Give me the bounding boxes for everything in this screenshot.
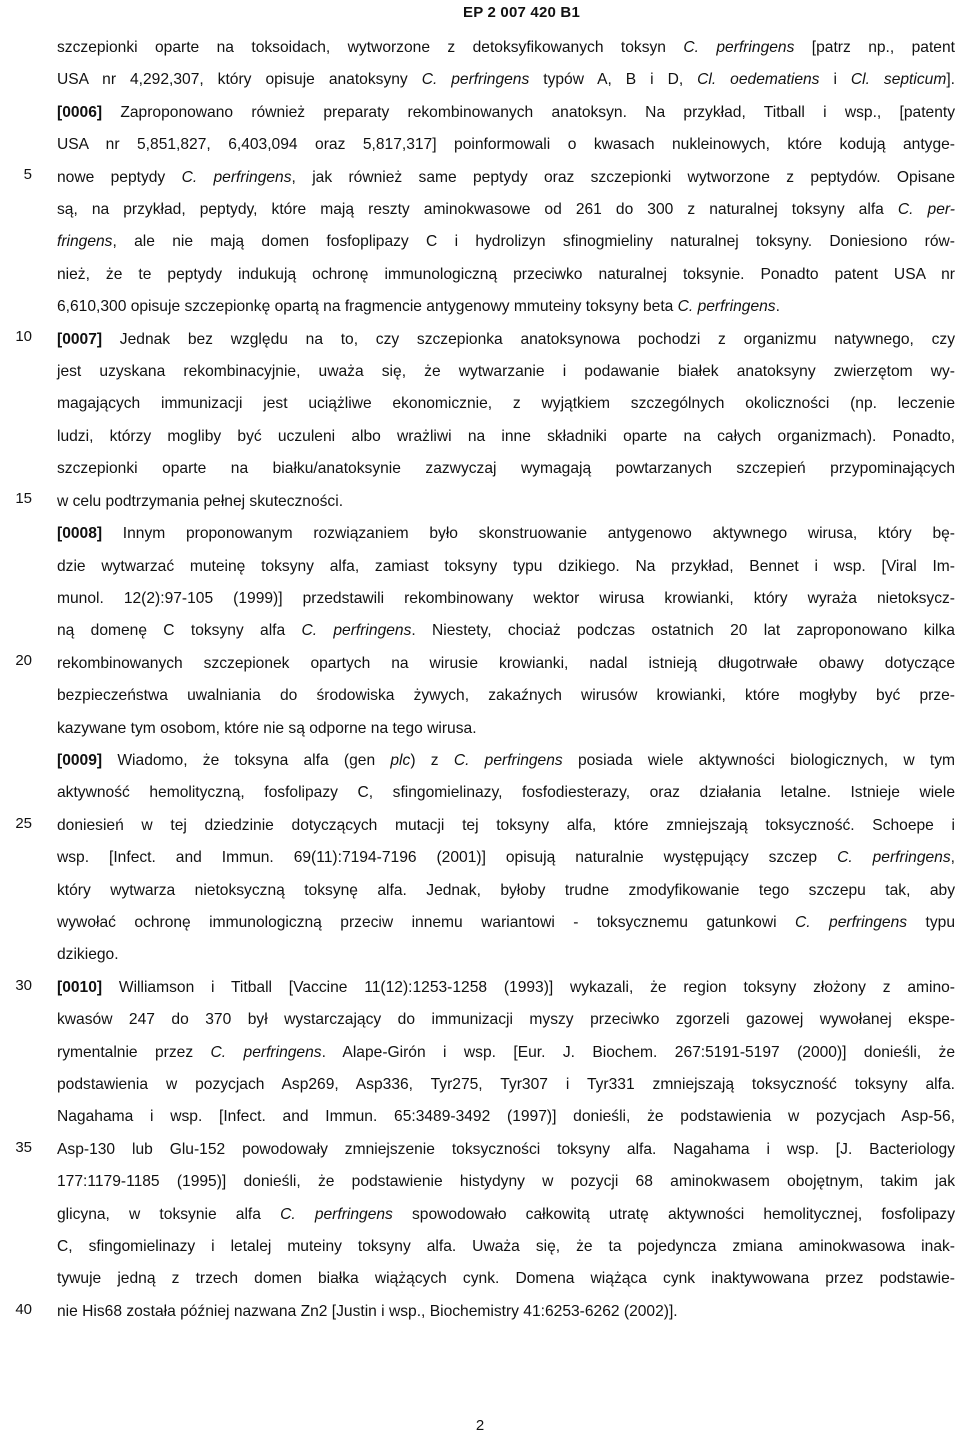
text-line bbox=[57, 421, 955, 453]
text-segment: szczepionki oparte na białku/anatoksynie zazwyczaj wymagają powtarzanych szczepień przypominających bbox=[57, 460, 955, 478]
text-line bbox=[57, 259, 955, 291]
line-number: 40 bbox=[15, 1301, 32, 1318]
text-line bbox=[57, 1134, 955, 1166]
text-line bbox=[57, 1296, 955, 1328]
italic-term: C. perfringens bbox=[453, 751, 563, 769]
text-line bbox=[57, 388, 955, 420]
text-line bbox=[57, 64, 955, 96]
text-line bbox=[57, 1231, 955, 1263]
text-segment: C, sfingomielinazy i letalej muteiny toksyny alfa. Uważa się, że ta pojedyncza zmiana aminokwasowa inak- bbox=[57, 1238, 955, 1256]
text-line bbox=[57, 583, 955, 615]
text-segment: nie His68 została później nazwana Zn2 [Justin i wsp., Biochemistry 41:6253-6262 (2002)]. bbox=[57, 1302, 678, 1320]
text-segment: tywuje jedną z trzech domen białka wiążących cynk. Domena wiążąca cynk inaktywowana przez podstawie- bbox=[57, 1270, 955, 1288]
italic-term: C. perfringens bbox=[280, 1205, 393, 1223]
italic-term: fringens bbox=[57, 233, 113, 251]
italic-term: C. perfringens bbox=[837, 849, 951, 867]
document-body-text bbox=[57, 32, 955, 1328]
text-segment: Nagahama i wsp. [Infect. and Immun. 65:3489-3492 (1997)] donieśli, że podstawienia w pozycjach Asp-56, bbox=[57, 1108, 955, 1126]
text-line bbox=[57, 324, 955, 356]
line-number: 35 bbox=[15, 1139, 32, 1156]
text-line bbox=[57, 1263, 955, 1295]
text-segment: . Alape-Girón i wsp. [Eur. J. Biochem. 267:5191-5197 (2000)] donieśli, że bbox=[321, 1043, 955, 1061]
text-segment: i bbox=[819, 71, 851, 89]
text-segment: USA nr 5,851,827, 6,403,094 oraz 5,817,317] poinformowali o kwasach nukleinowych, które kodują antyge- bbox=[57, 136, 955, 154]
text-segment: typów A, B i D, bbox=[529, 71, 698, 89]
text-segment: Zaproponowano również preparaty rekombinowanych anatoksyn. Na przykład, Titball i wsp., [patenty bbox=[102, 103, 955, 121]
text-segment: bezpieczeństwa uwalniania do środowiska żywych, zakaźnych wirusów krowianki, które mogłyby być prze- bbox=[57, 687, 955, 705]
text-segment: rymentalnie przez bbox=[57, 1043, 211, 1061]
text-segment: ]. bbox=[946, 71, 955, 89]
text-segment: , jak również same peptydy oraz szczepionki wytworzone z peptydów. Opisane bbox=[291, 168, 955, 186]
text-line bbox=[57, 356, 955, 388]
text-segment: , ale nie mają domen fosfoplipazy C i hydrolizyn sfinogmieliny naturalnej toksyny. Doniesiono rów- bbox=[112, 233, 955, 251]
text-line bbox=[57, 194, 955, 226]
page-number: 2 bbox=[475, 1417, 485, 1434]
italic-term: C. perfringens bbox=[181, 168, 292, 186]
text-line bbox=[57, 810, 955, 842]
italic-term: Cl. septicum bbox=[850, 71, 947, 89]
text-line bbox=[57, 1166, 955, 1198]
text-line bbox=[57, 842, 955, 874]
paragraph-number: [0010] bbox=[57, 978, 103, 996]
italic-term: Cl. oedematiens bbox=[697, 71, 820, 89]
text-line bbox=[57, 291, 955, 323]
line-number: 20 bbox=[15, 652, 32, 669]
text-line bbox=[57, 1069, 955, 1101]
italic-term: plc bbox=[390, 751, 411, 769]
italic-term: C. perfringens bbox=[683, 39, 795, 56]
text-line bbox=[57, 615, 955, 647]
text-segment: doniesień w tej dziedzinie dotyczących mutacji tej toksyny alfa, które zmniejszają toksyczność. Schoepe i bbox=[57, 816, 955, 834]
line-number: 10 bbox=[15, 328, 32, 345]
text-segment: kwasów 247 do 370 był wystarczający do immunizacji myszy przeciwko zgorzeli gazowej wywołanej ekspe- bbox=[57, 1011, 955, 1029]
text-line bbox=[57, 972, 955, 1004]
text-segment: jest uzyskana rekombinacyjnie, uważa się, że wytwarzanie i podawanie białek anatoksyny zwierzętom wy- bbox=[57, 363, 955, 381]
italic-term: C. per- bbox=[897, 201, 955, 219]
text-line bbox=[57, 648, 955, 680]
text-segment: w celu podtrzymania pełnej skuteczności. bbox=[57, 492, 344, 510]
text-line bbox=[57, 939, 955, 971]
text-line bbox=[57, 129, 955, 161]
line-number: 25 bbox=[15, 815, 32, 832]
text-line bbox=[57, 875, 955, 907]
text-segment: kazywane tym osobom, które nie są odporne na tego wirusa. bbox=[57, 719, 477, 737]
text-line bbox=[57, 680, 955, 712]
paragraph-number: [0009] bbox=[57, 751, 103, 769]
text-segment: magających immunizacji jest uciążliwe ekonomicznie, z wyjątkiem szczególnych okoliczności (np. leczenie bbox=[57, 395, 955, 413]
text-segment: wsp. [Infect. and Immun. 69(11):7194-7196 (2001)] opisują naturalnie występujący szczep bbox=[57, 849, 838, 867]
italic-term: C. perfringens bbox=[795, 913, 908, 931]
paragraph-number: [0008] bbox=[57, 525, 103, 543]
text-line bbox=[57, 453, 955, 485]
text-segment: spowodowało całkowitą utratę aktywności hemolitycznej, fosfolipazy bbox=[392, 1205, 956, 1223]
text-segment: który wytwarza nietoksyczną toksynę alfa. Jednak, byłoby trudne zmodyfikowanie tego szczepu tak, aby bbox=[57, 881, 955, 899]
text-segment: Jednak bez względu na to, czy szczepionka anatoksynowa pochodzi z organizmu natywnego, czy bbox=[102, 330, 955, 348]
text-segment: aktywność hemolityczną, fosfolipazy C, sfingomielinazy, fosfodiesterazy, oraz działania letalne. Istnieje wiele bbox=[57, 784, 955, 802]
text-segment: Asp-130 lub Glu-152 powodowały zmniejszenie toksyczności toksyny alfa. Nagahama i wsp. [J. Bacteriology bbox=[57, 1140, 955, 1158]
text-line bbox=[57, 32, 955, 64]
text-segment: są, na przykład, peptydy, które mają reszty aminokwasowe od 261 do 300 z naturalnej toksyny alfa bbox=[57, 201, 898, 219]
text-segment: USA nr 4,292,307, który opisuje anatoksyny bbox=[57, 71, 422, 89]
text-line bbox=[57, 1199, 955, 1231]
text-segment: munol. 12(2):97-105 (1999)] przedstawili rekombinowany wektor wirusa krowianki, który wyraża nietoksycz- bbox=[57, 589, 955, 607]
paragraph-number: [0007] bbox=[57, 330, 103, 348]
text-segment: nież, że te peptydy indukują ochronę immunologiczną przeciwko naturalnej toksynie. Ponadto patent USA nr bbox=[57, 265, 955, 283]
text-line bbox=[57, 162, 955, 194]
text-line bbox=[57, 1004, 955, 1036]
text-segment: [patrz np., patent bbox=[794, 39, 955, 56]
text-segment: dzie wytwarzać muteinę toksyny alfa, zamiast toksyny typu dzikiego. Na przykład, Bennet i wsp. [Viral Im- bbox=[57, 557, 955, 575]
text-segment: rekombinowanych szczepionek opartych na wirusie krowianki, nadal istnieją długotrwałe obawy dotyczące bbox=[57, 654, 955, 672]
text-line bbox=[57, 777, 955, 809]
text-line bbox=[57, 486, 955, 518]
paragraph-number: [0006] bbox=[57, 103, 103, 121]
text-segment: ną domenę C toksyny alfa bbox=[57, 622, 302, 640]
text-segment: wywołać ochronę immunologiczną przeciw innemu wariantowi - toksycznemu gatunkowi bbox=[57, 913, 796, 931]
text-segment: Innym proponowanym rozwiązaniem było skonstruowanie antygenowo aktywnego wirusa, który bę- bbox=[102, 525, 955, 543]
text-line bbox=[57, 97, 955, 129]
text-segment: 177:1179-1185 (1995)] donieśli, że podstawienie histydyny w pozycji 68 aminokwasem obojętnym, takim jak bbox=[57, 1173, 955, 1191]
text-line bbox=[57, 1101, 955, 1133]
line-number: 15 bbox=[15, 490, 32, 507]
italic-term: C. perfringens bbox=[421, 71, 530, 89]
text-line bbox=[57, 907, 955, 939]
text-segment: glicyna, w toksynie alfa bbox=[57, 1205, 281, 1223]
text-line bbox=[57, 713, 955, 745]
text-segment: podstawienia w pozycjach Asp269, Asp336, Tyr275, Tyr307 i Tyr331 zmniejszają toksyczność toksyny alfa. bbox=[57, 1076, 955, 1093]
document-id-header: EP 2 007 420 B1 bbox=[463, 4, 580, 21]
text-segment: ) z bbox=[410, 751, 454, 769]
italic-term: C. perfringens bbox=[210, 1043, 322, 1061]
text-segment: nowe peptydy bbox=[57, 168, 182, 186]
text-segment: Wiadomo, że toksyna alfa (gen bbox=[102, 751, 391, 769]
line-number: 5 bbox=[23, 166, 32, 183]
text-segment: . bbox=[775, 298, 780, 316]
text-segment: szczepionki oparte na toksoidach, wytworzone z detoksyfikowanych toksyn bbox=[57, 39, 684, 56]
text-segment: Williamson i Titball [Vaccine 11(12):1253-1258 (1993)] wykazali, że region toksyny złożony z amino- bbox=[102, 978, 955, 996]
text-segment: typu bbox=[907, 913, 955, 931]
text-line bbox=[57, 518, 955, 550]
line-number: 30 bbox=[15, 977, 32, 994]
line-number-margin bbox=[0, 0, 40, 1433]
text-line bbox=[57, 226, 955, 258]
text-segment: dzikiego. bbox=[57, 946, 119, 964]
text-line bbox=[57, 1037, 955, 1069]
text-segment: posiada wiele aktywności biologicznych, w tym bbox=[562, 751, 955, 769]
italic-term: C. perfringens bbox=[677, 298, 776, 316]
text-segment: . Niestety, chociaż podczas ostatnich 20 lat zaproponowano kilka bbox=[411, 622, 955, 640]
text-segment: ludzi, którzy mogliby być uczuleni albo wrażliwi na inne składniki oparte na całych organizmach). Ponadto, bbox=[57, 427, 955, 445]
text-segment: , bbox=[950, 849, 955, 867]
italic-term: C. perfringens bbox=[301, 622, 412, 640]
text-segment: 6,610,300 opisuje szczepionkę opartą na fragmencie antygenowy mmuteiny toksyny beta bbox=[57, 298, 678, 316]
text-line bbox=[57, 551, 955, 583]
text-line bbox=[57, 745, 955, 777]
